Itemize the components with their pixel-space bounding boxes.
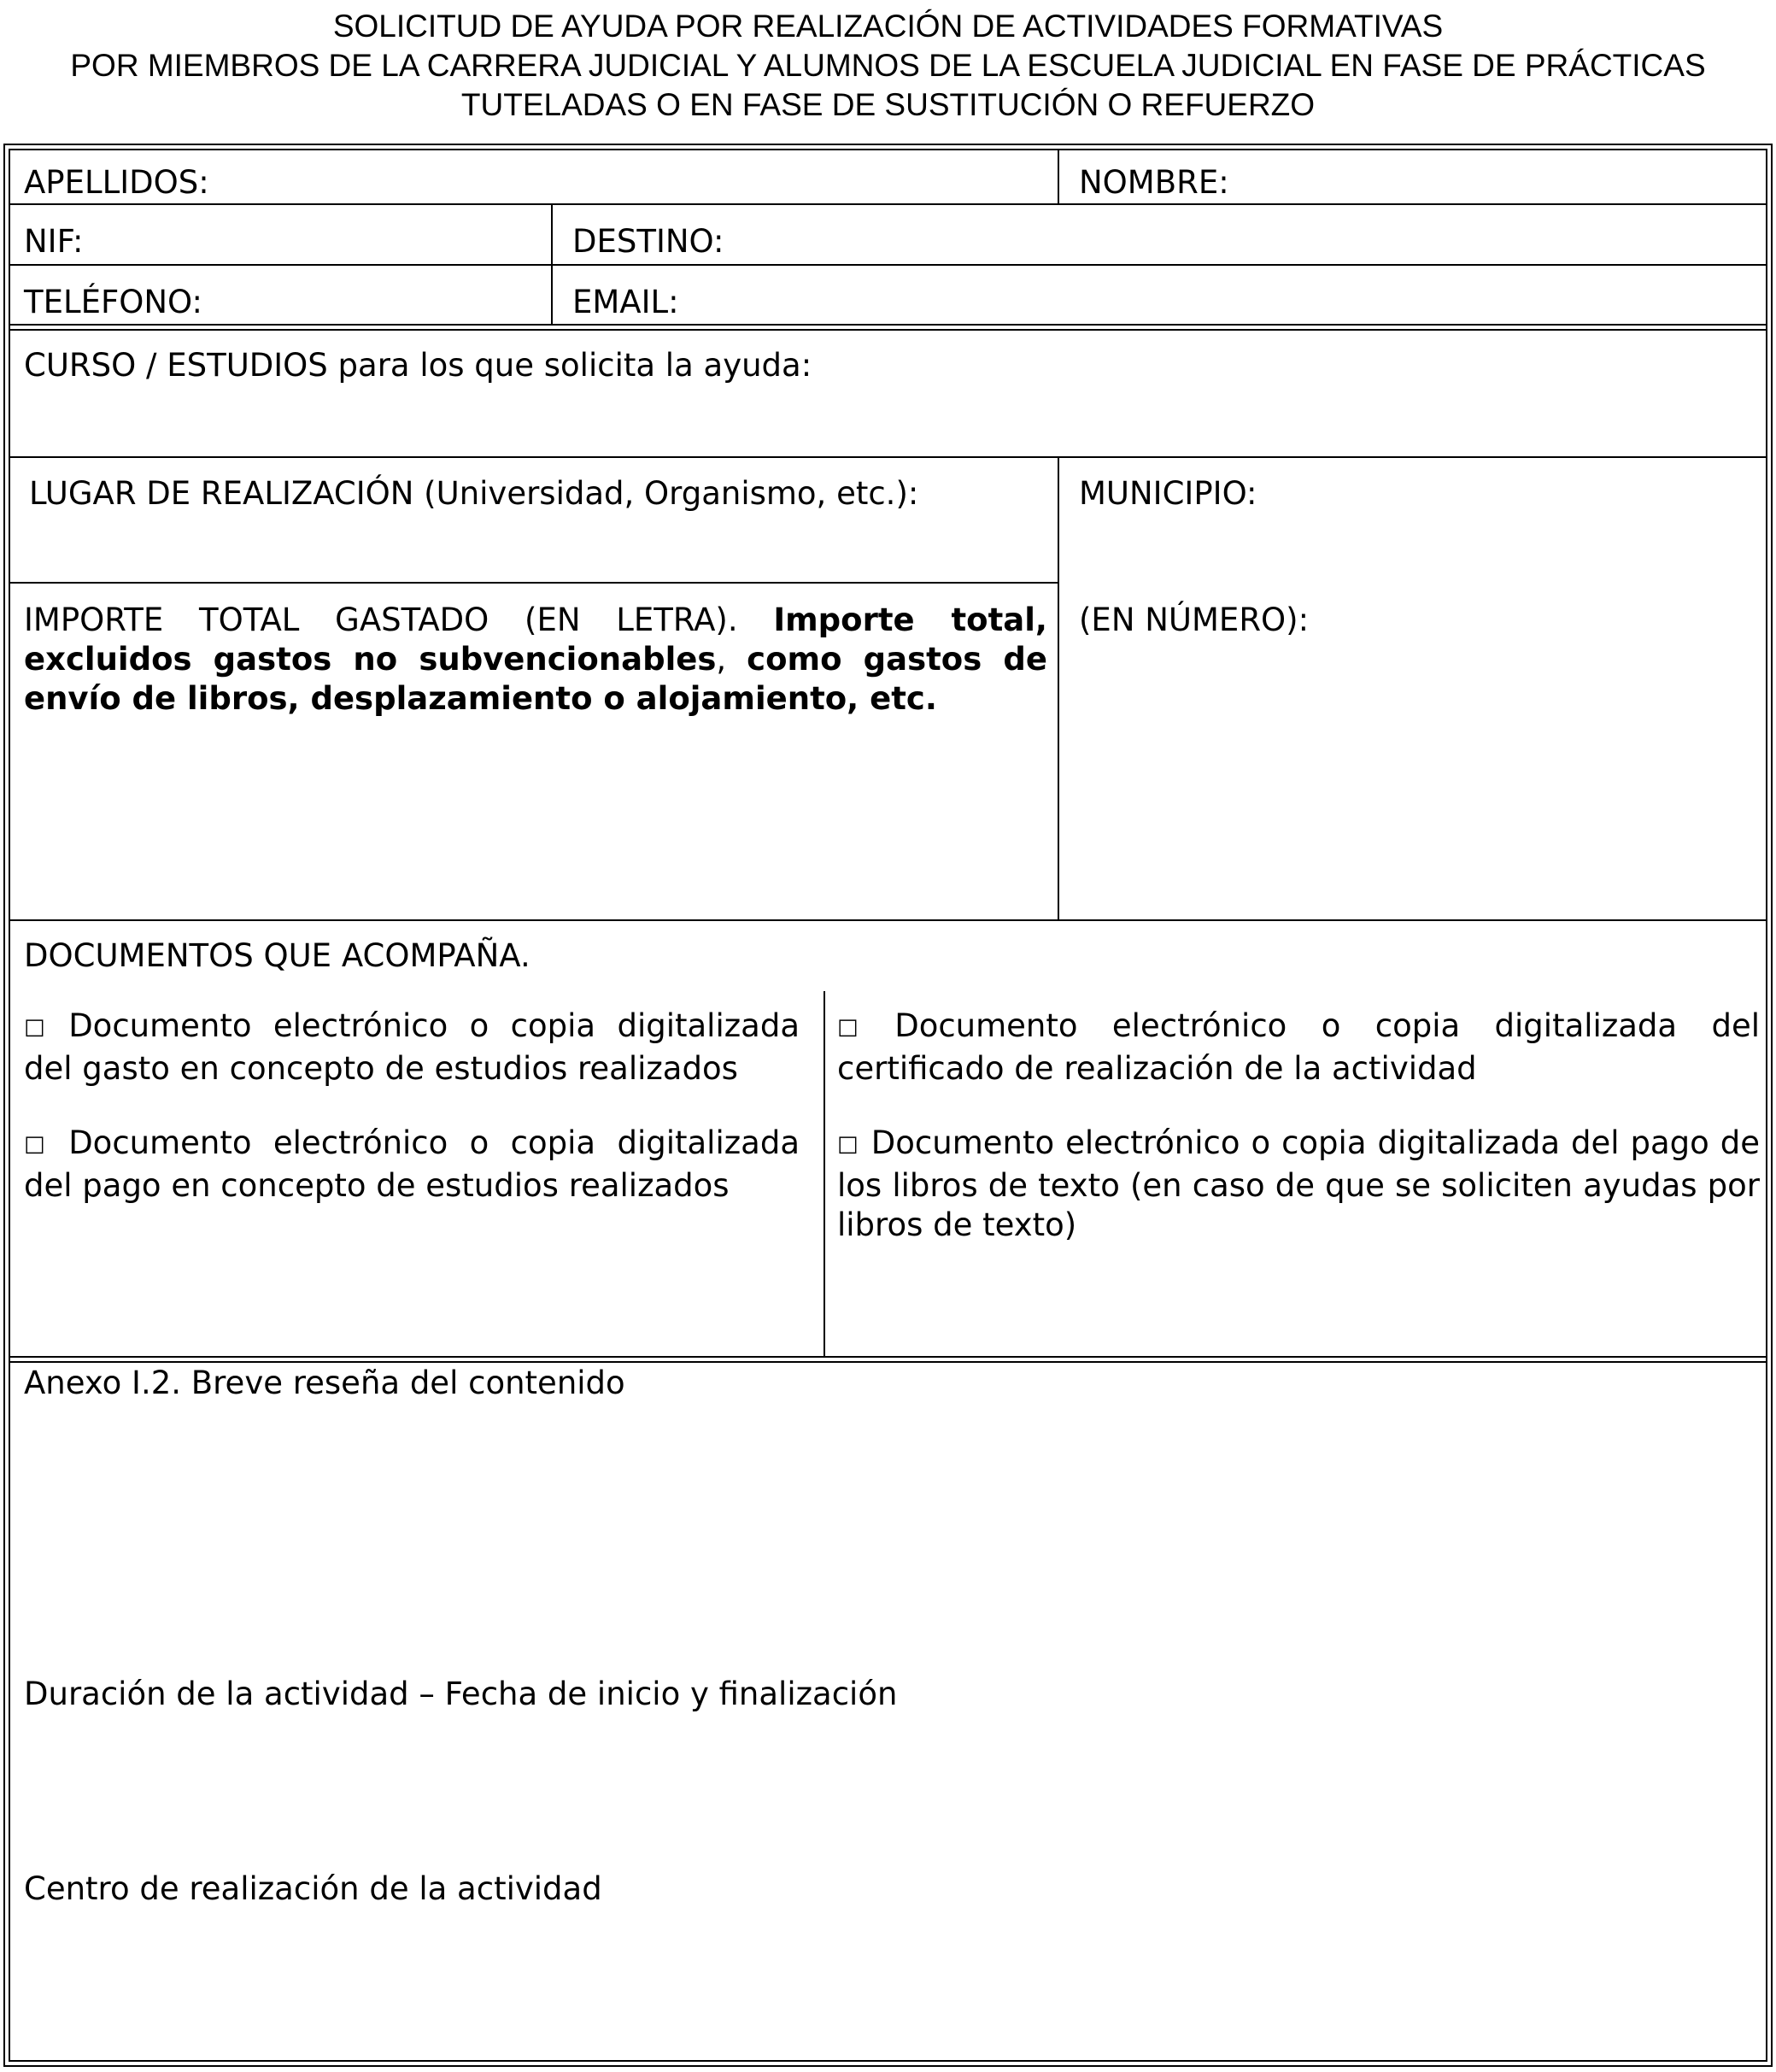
doc-item-text: Documento electrónico o copia digitalizada del pago de los libros de texto (en caso de que se soliciten ayudas por libros de texto) bbox=[837, 1124, 1760, 1243]
divider-row7b bbox=[9, 1361, 1767, 1363]
importe-bold-1: Importe total, excluidos gastos no subvencionables bbox=[24, 602, 1047, 678]
checkbox-icon[interactable]: □ bbox=[837, 1014, 883, 1040]
divider-col-nombre bbox=[1058, 149, 1059, 203]
outer-border-top-inner bbox=[9, 149, 1767, 150]
outer-border-bottom-inner bbox=[9, 2060, 1767, 2062]
outer-border-top bbox=[3, 144, 1773, 145]
outer-border-left-inner bbox=[9, 149, 10, 2062]
lugar-label: LUGAR DE REALIZACIÓN (Universidad, Organismo, etc.): bbox=[29, 475, 919, 512]
title-line-1: SOLICITUD DE AYUDA POR REALIZACIÓN DE ACTIVIDADES FORMATIVAS bbox=[332, 9, 1444, 44]
email-label: EMAIL: bbox=[572, 284, 679, 320]
importe-text-1: IMPORTE TOTAL GASTADO (EN LETRA). bbox=[24, 602, 774, 638]
divider-row4 bbox=[9, 456, 1767, 458]
importe-text-2: , bbox=[716, 641, 747, 678]
outer-border-right-inner bbox=[1766, 149, 1767, 2062]
en-numero-label: (EN NÚMERO): bbox=[1079, 602, 1310, 638]
doc-item-text: Documento electrónico o copia digitalizada del pago en concepto de estudios realizados bbox=[24, 1124, 800, 1204]
divider-col-municipio bbox=[1058, 456, 1059, 919]
nombre-label: NOMBRE: bbox=[1079, 164, 1229, 201]
outer-border-bottom bbox=[3, 2065, 1773, 2067]
divider-row3b bbox=[9, 329, 1767, 331]
anexo-resena-label: Anexo I.2. Breve reseña del contenido bbox=[24, 1365, 625, 1401]
doc-item-text: Documento electrónico o copia digitalizada del certificado de realización de la actividad bbox=[837, 1007, 1760, 1087]
importe-bold-2: como gastos de envío de libros, desplazamiento o alojamiento, etc. bbox=[24, 641, 1047, 717]
form-title bbox=[0, 7, 1776, 125]
telefono-label: TELÉFONO: bbox=[24, 284, 202, 320]
documentos-heading: DOCUMENTOS QUE ACOMPAÑA. bbox=[24, 937, 530, 974]
municipio-label: MUNICIPIO: bbox=[1079, 475, 1257, 512]
divider-row2 bbox=[9, 264, 1767, 266]
divider-row7 bbox=[9, 1356, 1767, 1358]
duracion-label: Duración de la actividad – Fecha de inicio y finalización bbox=[24, 1676, 898, 1712]
centro-label: Centro de realización de la actividad bbox=[24, 1870, 602, 1907]
divider-row5 bbox=[9, 582, 1059, 584]
divider-col-destino bbox=[551, 203, 553, 324]
divider-row1 bbox=[9, 203, 1767, 205]
doc-item-libros bbox=[837, 1124, 1760, 1245]
divider-row6 bbox=[9, 919, 1767, 921]
title-line-2: POR MIEMBROS DE LA CARRERA JUDICIAL Y ALUMNOS DE LA ESCUELA JUDICIAL EN FASE DE PRÁCTICAS bbox=[70, 48, 1706, 83]
outer-border-left bbox=[3, 144, 5, 2067]
checkbox-icon[interactable]: □ bbox=[24, 1131, 57, 1157]
divider-col-documentos bbox=[824, 991, 825, 1356]
doc-item-text: Documento electrónico o copia digitalizada del gasto en concepto de estudios realizados bbox=[24, 1007, 800, 1087]
checkbox-icon[interactable]: □ bbox=[837, 1131, 859, 1157]
doc-item-pago bbox=[24, 1124, 800, 1206]
title-line-3: TUTELADAS O EN FASE DE SUSTITUCIÓN O REFUERZO bbox=[460, 87, 1316, 122]
outer-border-right bbox=[1771, 144, 1773, 2067]
importe-total-label bbox=[24, 601, 1047, 719]
nif-label: NIF: bbox=[24, 223, 84, 260]
curso-label: CURSO / ESTUDIOS para los que solicita la ayuda: bbox=[24, 347, 812, 384]
destino-label: DESTINO: bbox=[572, 223, 724, 260]
doc-item-gasto bbox=[24, 1007, 800, 1089]
apellidos-label: APELLIDOS: bbox=[24, 164, 209, 201]
divider-row3 bbox=[9, 324, 1767, 326]
checkbox-icon[interactable]: □ bbox=[24, 1014, 57, 1040]
doc-item-certificado bbox=[837, 1007, 1760, 1089]
